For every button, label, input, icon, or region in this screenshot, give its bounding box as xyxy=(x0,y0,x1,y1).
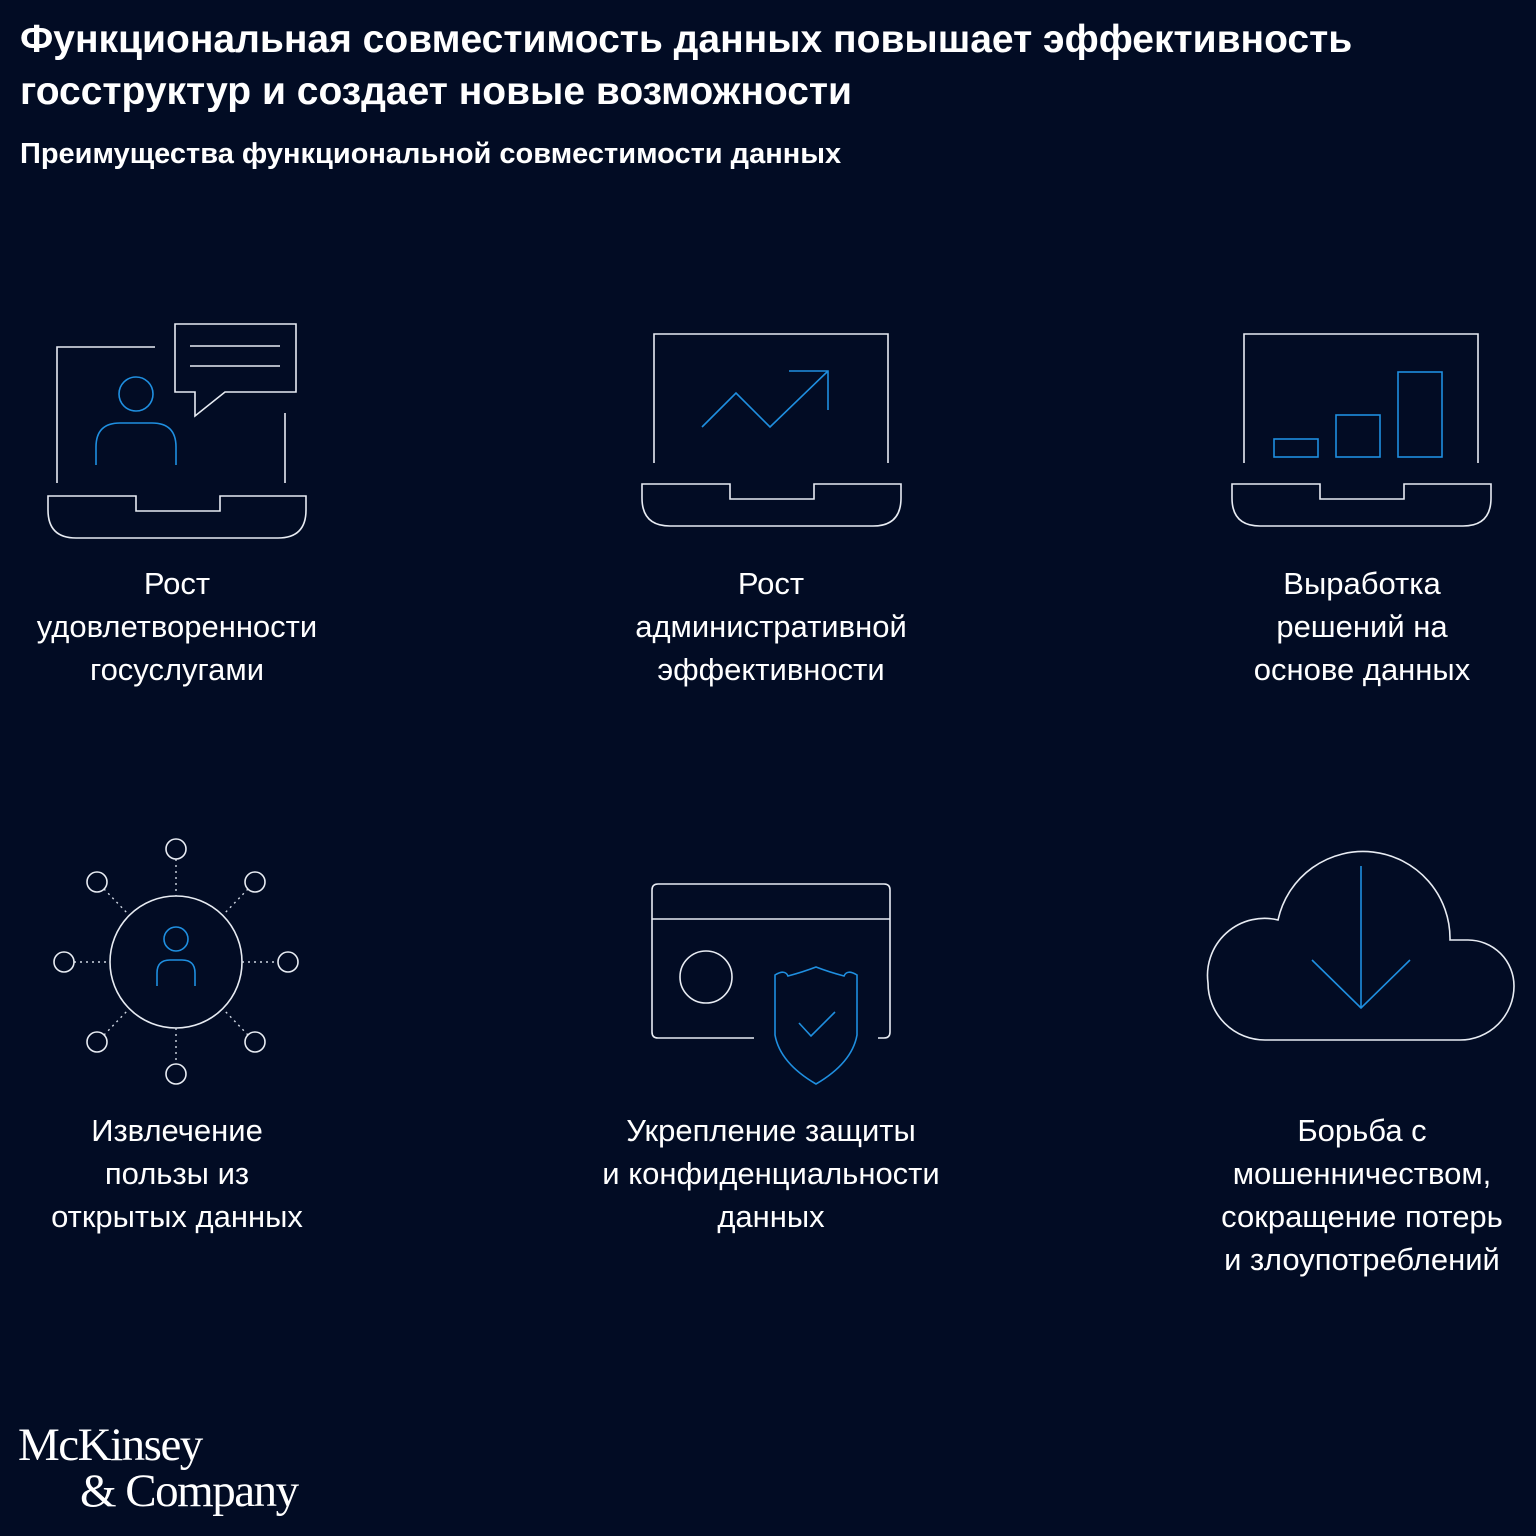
benefit-label-admin-efficiency: Рост административной эффективности xyxy=(635,566,907,687)
benefit-label-data-protection: Укрепление защиты и конфиденциальности данных xyxy=(602,1113,940,1234)
laptop-video-chat-icon xyxy=(40,315,320,550)
laptop-bar-chart-icon xyxy=(1222,325,1502,540)
network-person-icon xyxy=(46,830,306,1090)
page-title: Функциональная совместимость данных повышает эффективность госструктур и создает новые возможности xyxy=(20,18,1353,113)
company-logo: McKinsey & Company xyxy=(18,1419,298,1517)
benefit-label-fraud-prevention: Борьба с мошенничеством, сокращение потерь и злоупотреблений xyxy=(1221,1113,1503,1277)
cloud-download-icon xyxy=(1200,830,1525,1050)
benefit-label-open-data: Извлечение пользы из открытых данных xyxy=(51,1113,303,1234)
page-subtitle: Преимущества функциональной совместимости данных xyxy=(20,138,842,170)
id-card-shield-icon xyxy=(642,875,902,1095)
benefit-label-data-driven-decisions: Выработка решений на основе данных xyxy=(1253,566,1471,687)
laptop-growth-chart-icon xyxy=(632,325,912,540)
benefit-label-service-satisfaction: Рост удовлетворенности госуслугами xyxy=(36,566,318,687)
